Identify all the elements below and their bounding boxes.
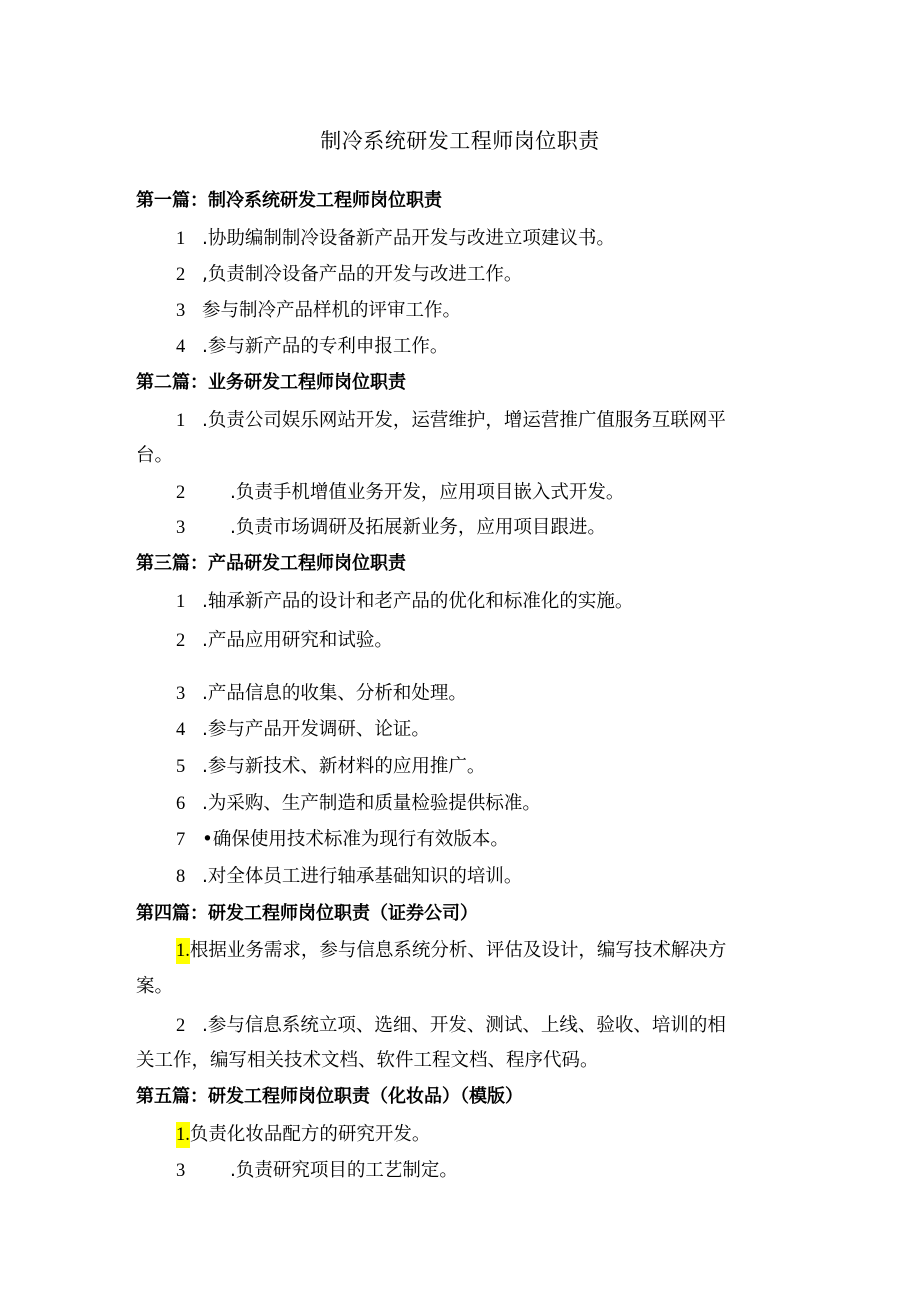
item-text: •确保使用技术标准为现行有效版本。 bbox=[202, 829, 509, 850]
item-number: 3 bbox=[176, 518, 186, 538]
item-text: .负责手机增值业务开发，应用项目嵌入式开发。 bbox=[230, 482, 625, 503]
document-title: 制冷系统研发工程师岗位职责 bbox=[320, 129, 600, 153]
item-text: .为采购、生产制造和质量检验提供标准。 bbox=[202, 793, 541, 814]
list-item bbox=[176, 515, 606, 541]
item-number: 2 bbox=[176, 631, 186, 651]
list-item bbox=[176, 262, 522, 288]
list-item bbox=[176, 480, 624, 506]
list-item bbox=[176, 717, 430, 743]
item-number-highlighted: 1. bbox=[176, 938, 190, 964]
item-number: 8 bbox=[176, 867, 186, 887]
item-text: ,负责制冷设备产品的开发与改进工作。 bbox=[202, 264, 523, 285]
item-number: 6 bbox=[176, 794, 186, 814]
item-number: 1 bbox=[176, 229, 186, 249]
item-text: .对全体员工进行轴承基础知识的培训。 bbox=[202, 866, 523, 887]
item-text: .负责公司娱乐网站开发，运营维护，增运营推广值服务互联网平 bbox=[202, 410, 726, 431]
item-text: 负责化妆品配方的研究开发。 bbox=[189, 1124, 431, 1145]
item-number: 2 bbox=[176, 1016, 186, 1036]
section-heading-5: 第五篇：研发工程师岗位职责（化妆品）（模版） bbox=[136, 1086, 523, 1107]
item-text: .协助编制制冷设备新产品开发与改进立项建议书。 bbox=[202, 228, 615, 249]
section-heading-4: 第四篇：研发工程师岗位职责（证券公司） bbox=[136, 903, 478, 924]
item-number: 7 bbox=[176, 830, 186, 850]
list-item bbox=[176, 226, 615, 252]
item-text: .负责研究项目的工艺制定。 bbox=[230, 1160, 458, 1181]
item-number: 1 bbox=[176, 592, 186, 612]
list-item-continuation: 台。 bbox=[136, 445, 174, 466]
item-number: 4 bbox=[176, 337, 186, 357]
list-item bbox=[176, 1013, 726, 1039]
list-item bbox=[176, 334, 448, 360]
list-item-continuation: 关工作，编写相关技术文档、软件工程文档、程序代码。 bbox=[136, 1050, 599, 1071]
item-text: .参与新技术、新材料的应用推广。 bbox=[202, 756, 486, 777]
list-item bbox=[176, 754, 485, 780]
list-item bbox=[176, 938, 726, 964]
item-text: .轴承新产品的设计和老产品的优化和标准化的实施。 bbox=[202, 591, 634, 612]
list-item bbox=[176, 298, 461, 324]
list-item bbox=[176, 1158, 458, 1184]
item-number: 3 bbox=[176, 684, 186, 704]
item-text: .产品信息的收集、分析和处理。 bbox=[202, 683, 467, 704]
list-item bbox=[176, 827, 509, 853]
item-text: .参与产品开发调研、论证。 bbox=[202, 719, 430, 740]
item-number: 2 bbox=[176, 265, 186, 285]
item-text: 根据业务需求，参与信息系统分析、评估及设计，编写技术解决方 bbox=[189, 940, 727, 961]
section-heading-1: 第一篇：制冷系统研发工程师岗位职责 bbox=[136, 190, 442, 211]
list-item bbox=[176, 681, 467, 707]
list-item bbox=[176, 864, 522, 890]
item-number-highlighted: 1. bbox=[176, 1122, 190, 1148]
item-number: 1 bbox=[176, 411, 186, 431]
item-text: 参与制冷产品样机的评审工作。 bbox=[202, 300, 462, 321]
item-text: .负责市场调研及拓展新业务，应用项目跟进。 bbox=[230, 517, 606, 538]
item-text: .参与信息系统立项、选细、开发、测试、上线、验收、培训的相 bbox=[202, 1015, 726, 1036]
section-heading-3: 第三篇：产品研发工程师岗位职责 bbox=[136, 553, 406, 574]
item-number: 5 bbox=[176, 757, 186, 777]
list-item-continuation: 案。 bbox=[136, 976, 174, 997]
list-item bbox=[176, 408, 726, 434]
item-text: .参与新产品的专利申报工作。 bbox=[202, 336, 449, 357]
item-number: 3 bbox=[176, 301, 186, 321]
list-item bbox=[176, 589, 633, 615]
list-item bbox=[176, 791, 541, 817]
list-item bbox=[176, 628, 393, 654]
section-heading-2: 第二篇：业务研发工程师岗位职责 bbox=[136, 372, 406, 393]
item-text: .产品应用研究和试验。 bbox=[202, 630, 393, 651]
item-number: 4 bbox=[176, 720, 186, 740]
item-number: 3 bbox=[176, 1161, 186, 1181]
list-item bbox=[176, 1122, 430, 1148]
item-number: 2 bbox=[176, 483, 186, 503]
